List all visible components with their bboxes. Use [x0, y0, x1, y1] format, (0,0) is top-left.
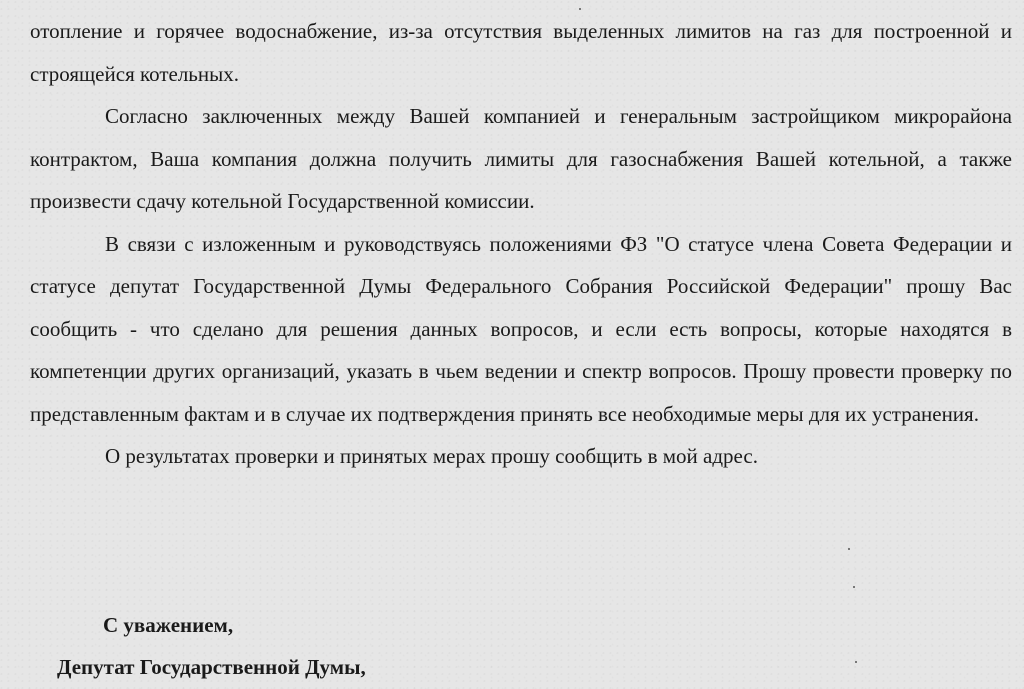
paragraph-continuation: отопление и горячее водоснабжение, из-за отсутствия выделенных лимитов на газ для построенной и строящейся котельных.	[30, 19, 1012, 86]
signer-position: Депутат Государственной Думы,	[57, 655, 366, 679]
paragraph-request: В связи с изложенным и руководствуясь положениями ФЗ "О статусе члена Совета Федерации и статусе депутат Государственной Думы Федерального Собрания Российской Федерации" прошу Вас сообщить - что сделано для решения данных вопросов, и если есть вопросы, которые находятся в компетенции других организаций, указать в чьем ведении и спектр вопросов. Прошу провести проверку по представленным фактам и в случае их подтверждения принять все необходимые меры для их устранения.	[30, 231, 1012, 426]
scan-speck	[855, 661, 857, 663]
paragraph-report: О результатах проверки и принятых мерах прошу сообщить в мой адрес.	[105, 444, 758, 468]
closing-salutation: С уважением,	[103, 613, 234, 637]
letter-body	[30, 10, 1012, 478]
scan-speck	[853, 586, 855, 588]
paragraph-contract: Согласно заключенных между Вашей компанией и генеральным застройщиком микрорайона контрактом, Ваша компания должна получить лимиты для газоснабжения Вашей котельной, а также произвести сдачу котельной Государственной комиссии.	[30, 104, 1012, 213]
scan-speck	[579, 8, 581, 10]
scan-speck	[848, 548, 850, 550]
